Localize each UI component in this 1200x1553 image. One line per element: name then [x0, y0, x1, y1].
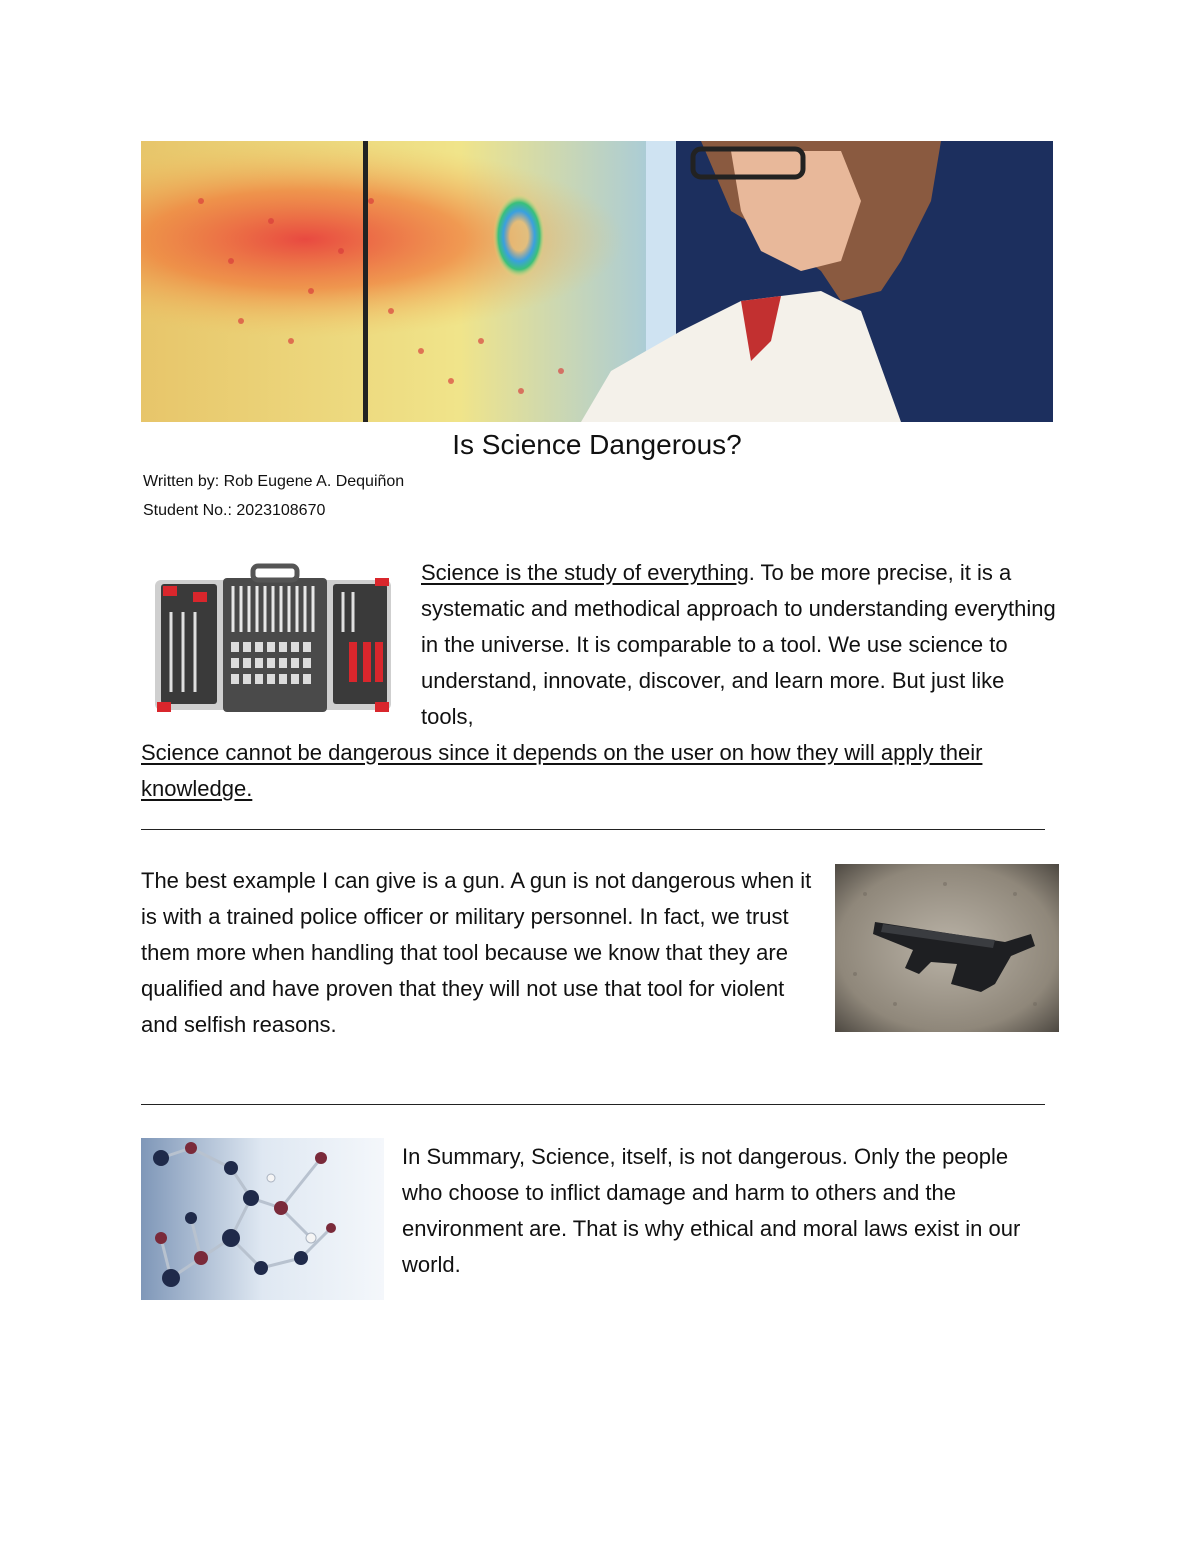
page-title: Is Science Dangerous?	[452, 429, 742, 460]
section2-body: The best example I can give is a gun. A gun is not dangerous when it is with a trained police officer or military personnel. In fact, we trust them more when handling that tool because we know that they are qualified and have proven that they will not use that tool for violent and selfish reasons.	[141, 868, 812, 1037]
section1-thesis: Science cannot be dangerous since it depends on the user on how they will apply their knowledge.	[141, 740, 983, 801]
section3-body: In Summary, Science, itself, is not dangerous. Only the people who choose to inflict damage and harm to others and the environment are. That is why ethical and moral laws exist in our world.	[402, 1144, 1021, 1277]
banner-image	[141, 141, 1053, 422]
student-number-line: Student No.: 2023108670	[143, 502, 326, 519]
section2-text	[141, 863, 817, 1043]
section1-text-bottom	[141, 735, 1051, 807]
section1-body: . To be more precise, it is a systematic and methodical approach to understanding everything in the universe. It is comparable to a tool. We use science to understand, innovate, discover, and learn more. But just like tools,	[421, 560, 1056, 729]
toolkit-image	[153, 562, 393, 718]
section1-lead: Science is the study of everything	[421, 560, 749, 585]
author-line: Written by: Rob Eugene A. Dequiñon	[143, 473, 405, 490]
molecule-model-image	[141, 1138, 384, 1300]
section1-text-top	[421, 555, 1061, 735]
divider-1	[141, 829, 1045, 830]
handgun-image	[835, 864, 1059, 1032]
divider-2	[141, 1104, 1045, 1105]
section3-text	[402, 1139, 1052, 1283]
